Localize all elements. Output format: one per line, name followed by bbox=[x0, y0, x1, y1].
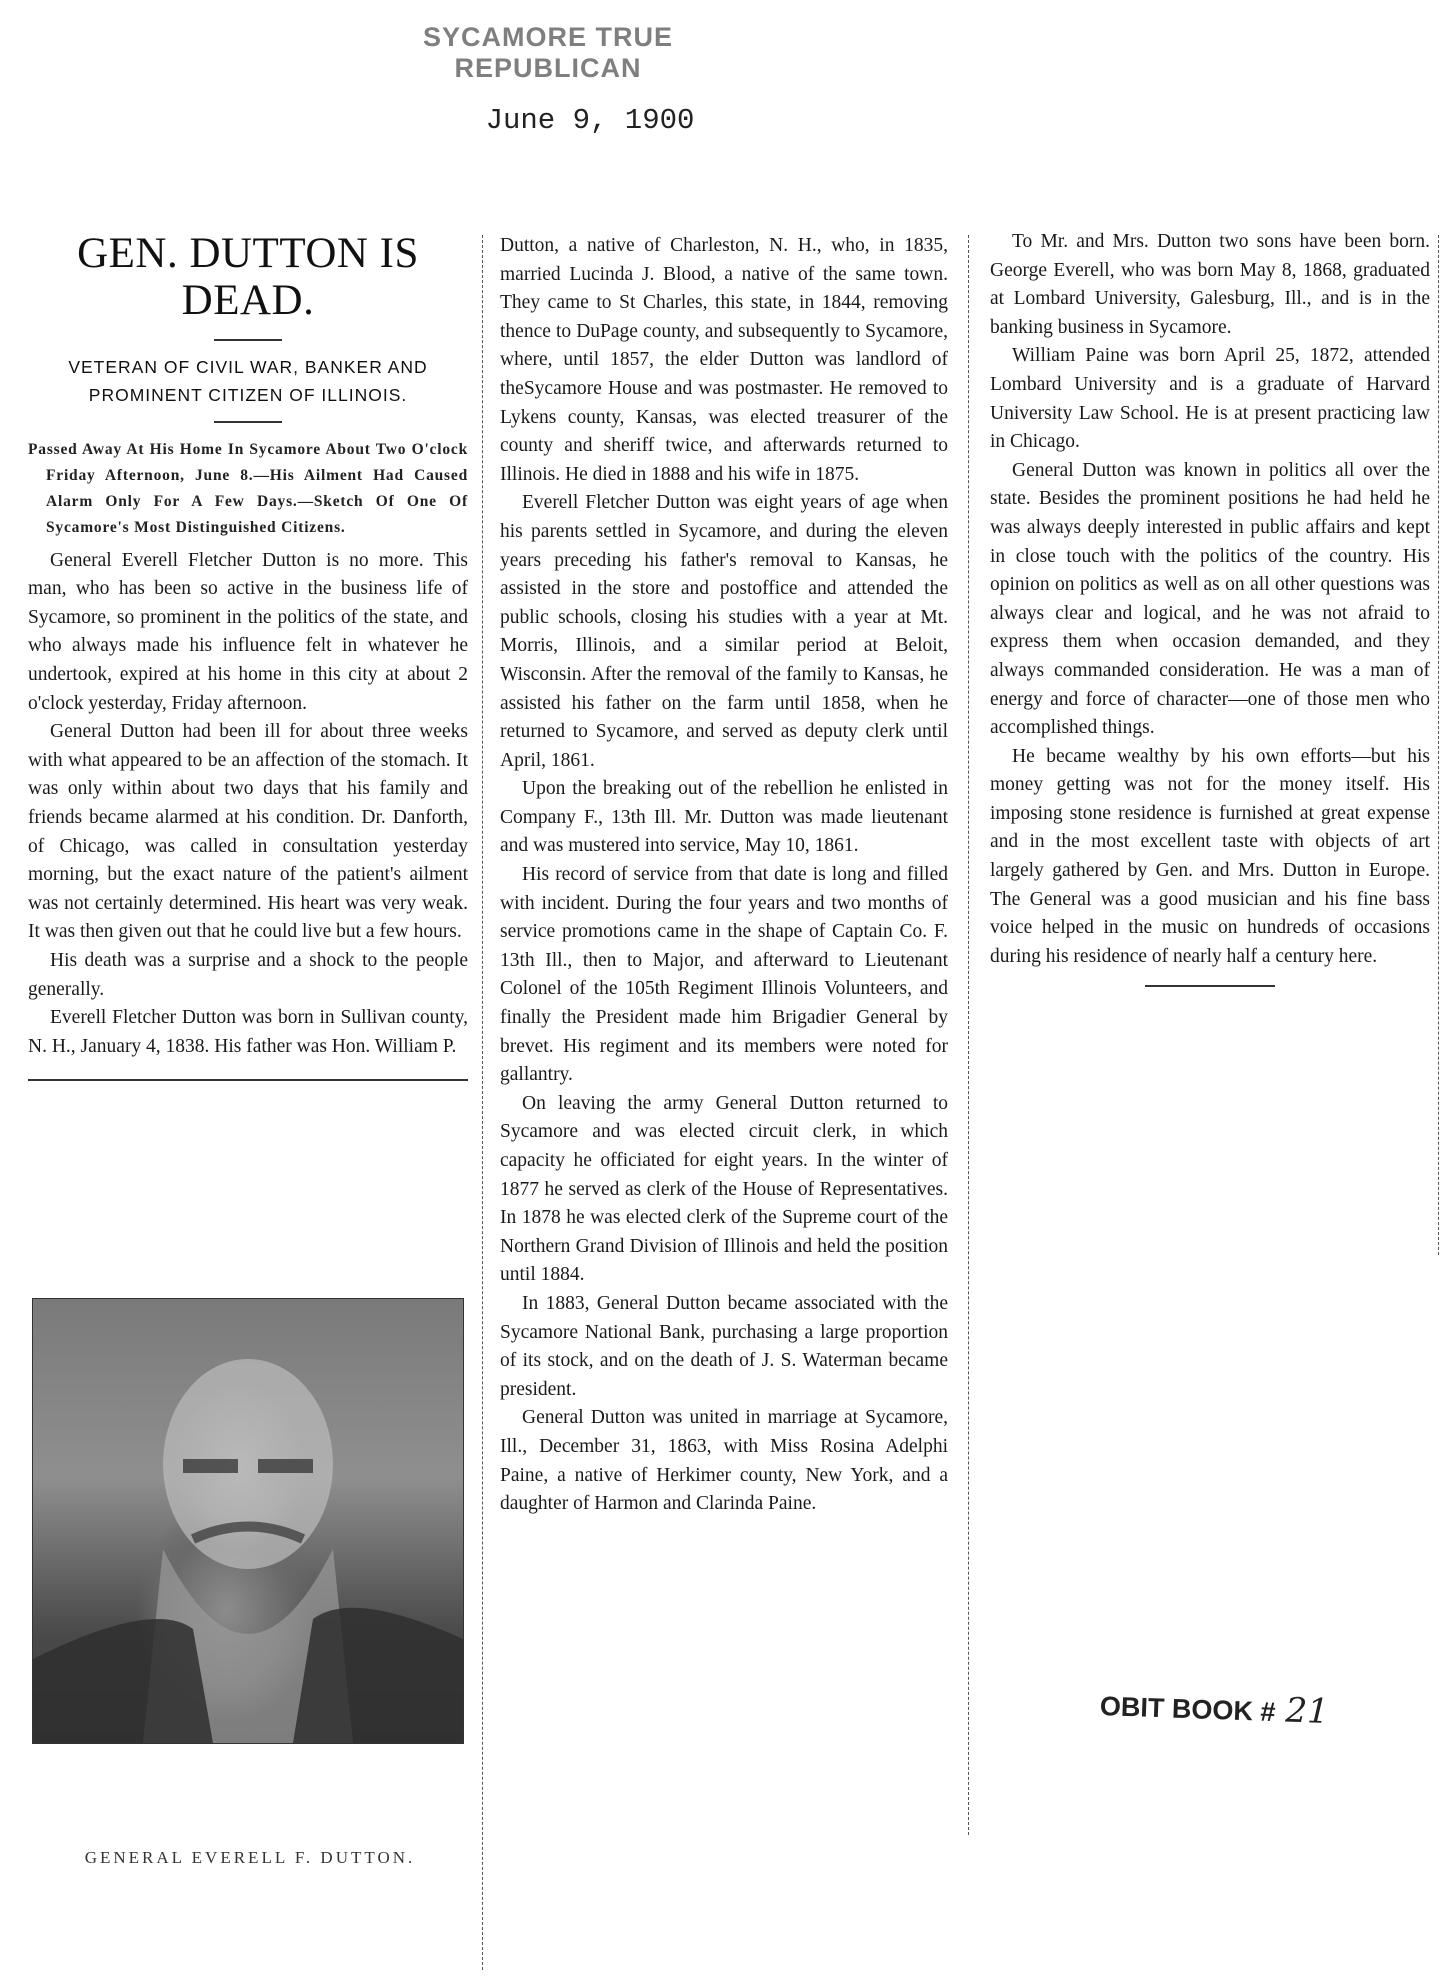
paragraph: Dutton, a native of Charleston, N. H., who, in 1835, married Lucinda J. Blood, a native of the same town. They came to St Charles, this state, in 1844, removing thence to DuPage county, and subsequently to Sycamore, where, until 1857, the elder Dutton was landlord of theSycamore House and was postmaster. He removed to Lykens county, Kansas, was elected treasurer of the county and sheriff twice, and afterwards returned to Illinois. He died in 1888 and his wife in 1875. bbox=[500, 235, 948, 485]
paragraph: Upon the breaking out of the rebellion he enlisted in Company F., 13th Ill. Mr. Dutton was made lieutenant and was mustered into service, May 10, 1861. bbox=[500, 778, 948, 857]
article-column-2 bbox=[500, 232, 948, 1519]
paragraph: He became wealthy by his own efforts—but his money getting was not for the money itself. His imposing stone residence is furnished at great expense and in the most excellent taste with objects of art largely gathered by Gen. and Mrs. Dutton in Europe. The General was a good musician and his fine bass voice helped in the music on hundreds of occasions during his residence of nearly half a century here. bbox=[990, 745, 1430, 967]
column-rule-3 bbox=[1438, 235, 1439, 1255]
article-column-3 bbox=[990, 228, 1430, 987]
paragraph: Everell Fletcher Dutton was eight years of age when his parents settled in Sycamore, and during the eleven years preceding his father's removal to Kansas, he assisted in the store and postoffice and attended the public schools, closing his studies with a year at Mt. Morris, Illinois, and a similar period at Beloit, Wisconsin. After the removal of the family to Kansas, he assisted his father on the farm until 1858, when he returned to Sycamore, and served as deputy clerk until April, 1861. bbox=[500, 492, 948, 771]
subheadline: VETERAN OF CIVIL WAR, BANKER AND PROMINENT CITIZEN OF ILLINOIS. bbox=[68, 356, 428, 405]
publication-date: June 9, 1900 bbox=[485, 104, 695, 137]
paragraph: Everell Fletcher Dutton was born in Sullivan county, N. H., January 4, 1838. His father was Hon. William P. bbox=[28, 1007, 468, 1057]
divider bbox=[28, 1079, 468, 1081]
obit-book-annotation bbox=[1099, 1684, 1329, 1732]
paragraph: General Dutton was known in politics all over the state. Besides the prominent positions he had held he was always deeply interested in public affairs and kept in close touch with the politics of the country. His opinion on politics as well as on all other questions was always clear and logical, and he was not afraid to express them when occasion demanded, and they always commanded consideration. He was a man of energy and force of character—one of those men who accomplished things. bbox=[990, 459, 1430, 739]
paragraph: General Dutton was united in marriage at Sycamore, Ill., December 31, 1863, with Miss Rosina Adelphi Paine, a native of Herkimer county, New York, and a daughter of Harmon and Clarinda Paine. bbox=[500, 1407, 948, 1515]
column-rule-1 bbox=[482, 235, 483, 1970]
obit-book-label: OBIT BOOK # bbox=[1099, 1691, 1276, 1728]
paragraph: In 1883, General Dutton became associated with the Sycamore National Bank, purchasing a large proportion of its stock, and on the death of J. S. Waterman became president. bbox=[500, 1292, 948, 1400]
end-divider bbox=[1145, 985, 1275, 987]
divider bbox=[214, 421, 282, 423]
article-column-1 bbox=[28, 230, 468, 1081]
paragraph: General Everell Fletcher Dutton is no more. This man, who has been so active in the business life of Sycamore, so prominent in the politics of the state, and who always made his influence felt in whatever he undertook, expired at his home in this city at about 2 o'clock yesterday, Friday afternoon. bbox=[28, 549, 468, 714]
paragraph: General Dutton had been ill for about three weeks with what appeared to be an affection of the stomach. It was only within about two days that his family and friends became alarmed at his condition. Dr. Danforth, of Chicago, was called in consultation yesterday morning, but the exact nature of the patient's ailment was not certainly determined. His heart was very weak. It was then given out that he could live but a few hours. bbox=[28, 721, 468, 943]
newspaper-name-stamp: SYCAMORE TRUE REPUBLICAN bbox=[422, 22, 673, 83]
paragraph: On leaving the army General Dutton returned to Sycamore and was elected circuit clerk, in which capacity he officiated for eight years. In the winter of 1877 he served as clerk of the House of Representatives. In 1878 he was elected clerk of the Supreme court of the Northern Grand Division of Illinois and held the position until 1884. bbox=[500, 1092, 948, 1286]
paragraph: To Mr. and Mrs. Dutton two sons have been born. George Everell, who was born May 8, 1868, graduated at Lombard University, Galesburg, Ill., and is in the banking business in Sycamore. bbox=[990, 231, 1430, 338]
portrait-caption: GENERAL EVERELL F. DUTTON. bbox=[84, 1848, 416, 1867]
portrait-photo bbox=[32, 1298, 464, 1744]
paragraph: His record of service from that date is long and filled with incident. During the four years and two months of service promotions came in the shape of Captain Co. F. 13th Ill., then to Major, and afterward to Lieutenant Colonel of the 105th Regiment Illinois Volunteers, and finally the President made him Brigadier General by brevet. His regiment and its members were noted for gallantry. bbox=[500, 864, 948, 1086]
obit-book-number: 21 bbox=[1284, 1690, 1330, 1732]
column-rule-2 bbox=[968, 235, 969, 1835]
paragraph: His death was a surprise and a shock to the people generally. bbox=[28, 949, 468, 1000]
headline: GEN. DUTTON IS DEAD. bbox=[77, 230, 419, 325]
paragraph: William Paine was born April 25, 1872, attended Lombard University and is a graduate of Harvard University Law School. He is at present practicing law in Chicago. bbox=[990, 345, 1430, 453]
divider bbox=[214, 339, 282, 341]
deck: Passed Away At His Home In Sycamore About Two O'clock Friday Afternoon, June 8.—His Ailment Had Caused Alarm Only For A Few Days.—Sketch Of One Of Sycamore's Most Distinguished Citizens. bbox=[28, 440, 468, 536]
portrait-figure-icon bbox=[33, 1299, 463, 1743]
